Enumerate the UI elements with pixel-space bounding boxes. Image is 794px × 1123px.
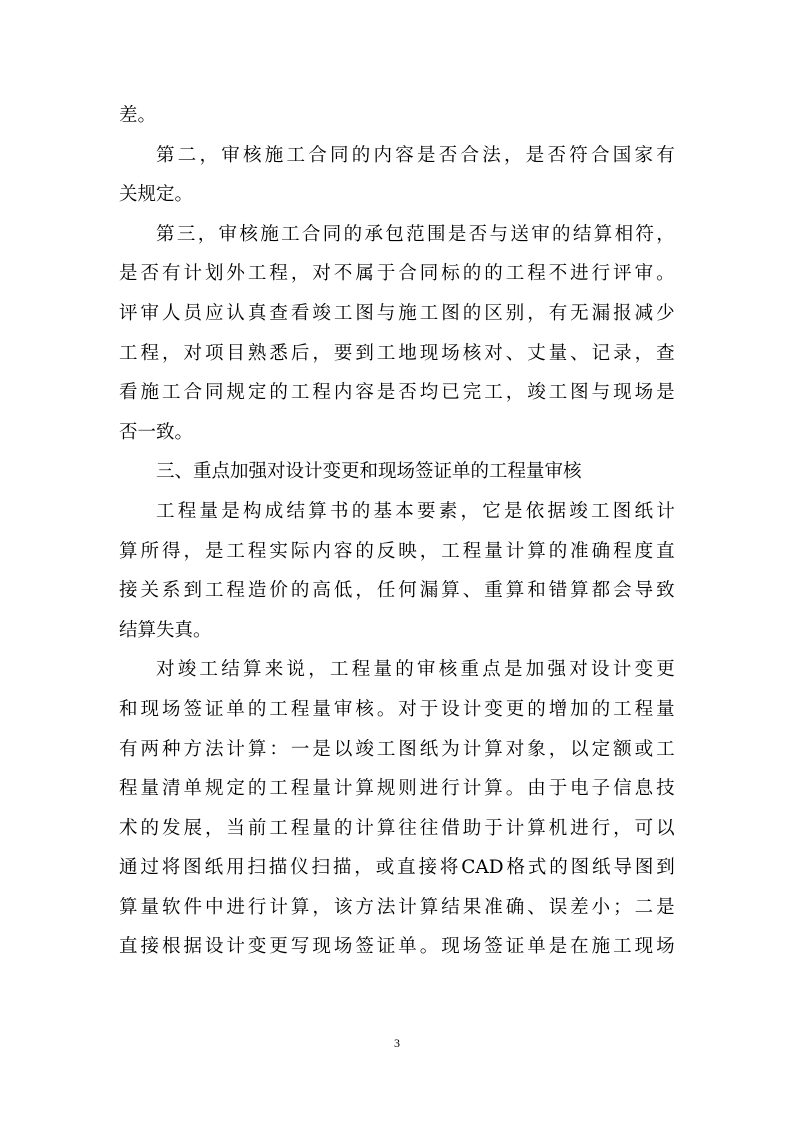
text-line: 有 两 种 方 法 计 算 ： 一 是 以 竣 工 图 纸 为 计 算 对 象 ， 以 定 额 或 工: [119, 738, 675, 760]
text-line: 程 量 清 单 规 定 的 工 程 量 计 算 规 则 进 行 计 算 。 由 于 电 子 信 息 技: [119, 778, 675, 800]
text-line: 直 接 根 据 设 计 变 更 写 现 场 签 证 单 。 现 场 签 证 单 是 在 施 工 现 场: [119, 936, 675, 958]
text-line: 算 量 软 件 中 进 行 计 算 ， 该 方 法 计 算 结 果 准 确 、 误 差 小 ； 二 是: [119, 896, 675, 918]
text-line: 和 现 场 签 证 单 的 工 程 量 审 核 。 对 于 设 计 变 更 的 增 加 的 工 程 量: [119, 698, 675, 720]
text-line: 第 三 ， 审 核 施 工 合 同 的 承 包 范 围 是 否 与 送 审 的 结 算 相 符 ，: [156, 223, 675, 245]
text-line: 评 审 人 员 应 认 真 查 看 竣 工 图 与 施 工 图 的 区 别 ， 有 无 漏 报 减 少: [119, 302, 675, 324]
text-line: 关规定。: [119, 184, 194, 206]
text-line: 通 过 将 图 纸 用 扫 描 仪 扫 描 ， 或 直 接 将 CAD 格 式 的 图 纸 导 图 到: [119, 857, 675, 879]
text-line: 接 关 系 到 工 程 造 价 的 高 低 ， 任 何 漏 算 、 重 算 和 错 算 都 会 导 致: [119, 580, 675, 602]
text-line: 第 二 ， 审 核 施 工 合 同 的 内 容 是 否 合 法 ， 是 否 符 合 国 家 有: [156, 144, 675, 166]
text-line: 工 程 ， 对 项 目 熟 悉 后 ， 要 到 工 地 现 场 核 对 、 丈 量 、 记 录 ， 查: [119, 342, 675, 364]
text-line: 三、重点加强对设计变更和现场签证单的工程量审核: [156, 461, 582, 483]
text-line: 看 施 工 合 同 规 定 的 工 程 内 容 是 否 均 已 完 工 ， 竣 工 图 与 现 场 是: [119, 382, 675, 404]
text-line: 是 否 有 计 划 外 工 程 ， 对 不 属 于 合 同 标 的 的 工 程 不 进 行 评 审 。: [119, 263, 675, 285]
page-number: 3: [394, 1036, 400, 1050]
text-line: 工 程 量 是 构 成 结 算 书 的 基 本 要 素 ， 它 是 依 据 竣 工 图 纸 计: [156, 500, 675, 522]
text-line: 结算失真。: [119, 619, 212, 641]
document-body: [119, 96, 675, 967]
text-line: 算 所 得 ， 是 工 程 实 际 内 容 的 反 映 ， 工 程 量 计 算 的 准 确 程 度 直: [119, 540, 675, 562]
text-line: 对 竣 工 结 算 来 说 ， 工 程 量 的 审 核 重 点 是 加 强 对 设 计 变 更: [156, 659, 675, 681]
text-line: 差。: [119, 105, 157, 126]
text-line: 术 的 发 展 ， 当 前 工 程 量 的 计 算 往 往 借 助 于 计 算 机 进 行 ， 可 以: [119, 817, 675, 839]
text-line: 否一致。: [119, 421, 194, 443]
